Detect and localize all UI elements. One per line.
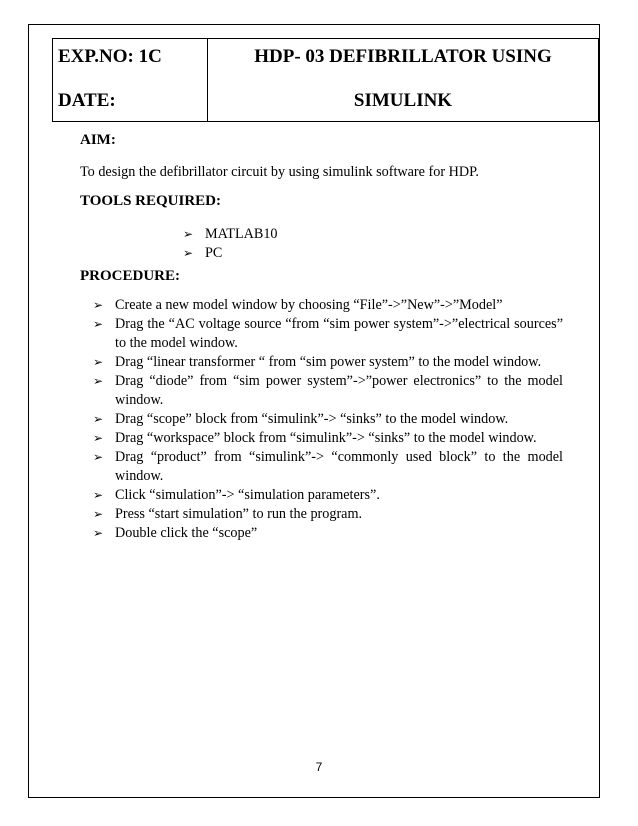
- procedure-step: [93, 296, 563, 315]
- experiment-number: EXP.NO: 1C: [58, 46, 162, 67]
- arrow-bullet-icon: ➢: [183, 246, 194, 260]
- header-table: [52, 38, 599, 122]
- procedure-step: [93, 353, 563, 372]
- arrow-bullet-icon: ➢: [93, 526, 104, 540]
- tool-item-text: PC: [205, 245, 223, 261]
- date-label: DATE:: [58, 90, 116, 111]
- tool-item: [183, 244, 278, 263]
- tool-item: [183, 225, 278, 244]
- procedure-step: [93, 524, 563, 543]
- procedure-step-text: Drag “workspace” block from “simulink”-> “sinks” to the model window.: [115, 430, 537, 446]
- header-right-cell: [208, 39, 598, 121]
- arrow-bullet-icon: ➢: [93, 298, 104, 312]
- procedure-step-text: Drag “diode” from “sim power system”->”power electronics” to the model window.: [115, 373, 563, 408]
- procedure-step: [93, 486, 563, 505]
- experiment-title-line2: SIMULINK: [353, 90, 453, 111]
- arrow-bullet-icon: ➢: [93, 450, 104, 464]
- procedure-step-text: Double click the “scope”: [115, 525, 258, 541]
- procedure-heading: PROCEDURE:: [80, 268, 180, 284]
- arrow-bullet-icon: ➢: [93, 507, 104, 521]
- header-left-cell: [53, 39, 208, 121]
- tools-heading: TOOLS REQUIRED:: [80, 193, 222, 209]
- procedure-step-text: Click “simulation”-> “simulation parameters”.: [115, 487, 380, 503]
- procedure-step-text: Drag “scope” block from “simulink”-> “sinks” to the model window.: [115, 411, 509, 427]
- procedure-step-text: Drag the “AC voltage source “from “sim power system”->”electrical sources” to the model window.: [115, 316, 563, 351]
- procedure-step-text: Press “start simulation” to run the program.: [115, 506, 363, 522]
- procedure-step-text: Drag “linear transformer “ from “sim power system” to the model window.: [115, 354, 542, 370]
- procedure-list: [93, 296, 563, 543]
- page-number: 7: [315, 760, 323, 774]
- tools-list: [183, 225, 278, 263]
- arrow-bullet-icon: ➢: [93, 488, 104, 502]
- procedure-step: [93, 429, 563, 448]
- aim-heading: AIM:: [80, 132, 116, 148]
- experiment-title-line1: HDP- 03 DEFIBRILLATOR USING: [254, 46, 552, 67]
- arrow-bullet-icon: ➢: [93, 317, 104, 331]
- tool-item-text: MATLAB10: [205, 226, 278, 242]
- arrow-bullet-icon: ➢: [93, 355, 104, 369]
- procedure-step: [93, 372, 563, 410]
- arrow-bullet-icon: ➢: [93, 431, 104, 445]
- arrow-bullet-icon: ➢: [93, 412, 104, 426]
- procedure-step: [93, 448, 563, 486]
- aim-text: To design the defibrillator circuit by using simulink software for HDP.: [80, 164, 479, 180]
- arrow-bullet-icon: ➢: [183, 227, 194, 241]
- arrow-bullet-icon: ➢: [93, 374, 104, 388]
- procedure-step: [93, 410, 563, 429]
- procedure-step-text: Create a new model window by choosing “File”->”New”->”Model”: [115, 297, 503, 313]
- procedure-step: [93, 505, 563, 524]
- procedure-step: [93, 315, 563, 353]
- procedure-step-text: Drag “product” from “simulink”-> “commonly used block” to the model window.: [115, 449, 563, 484]
